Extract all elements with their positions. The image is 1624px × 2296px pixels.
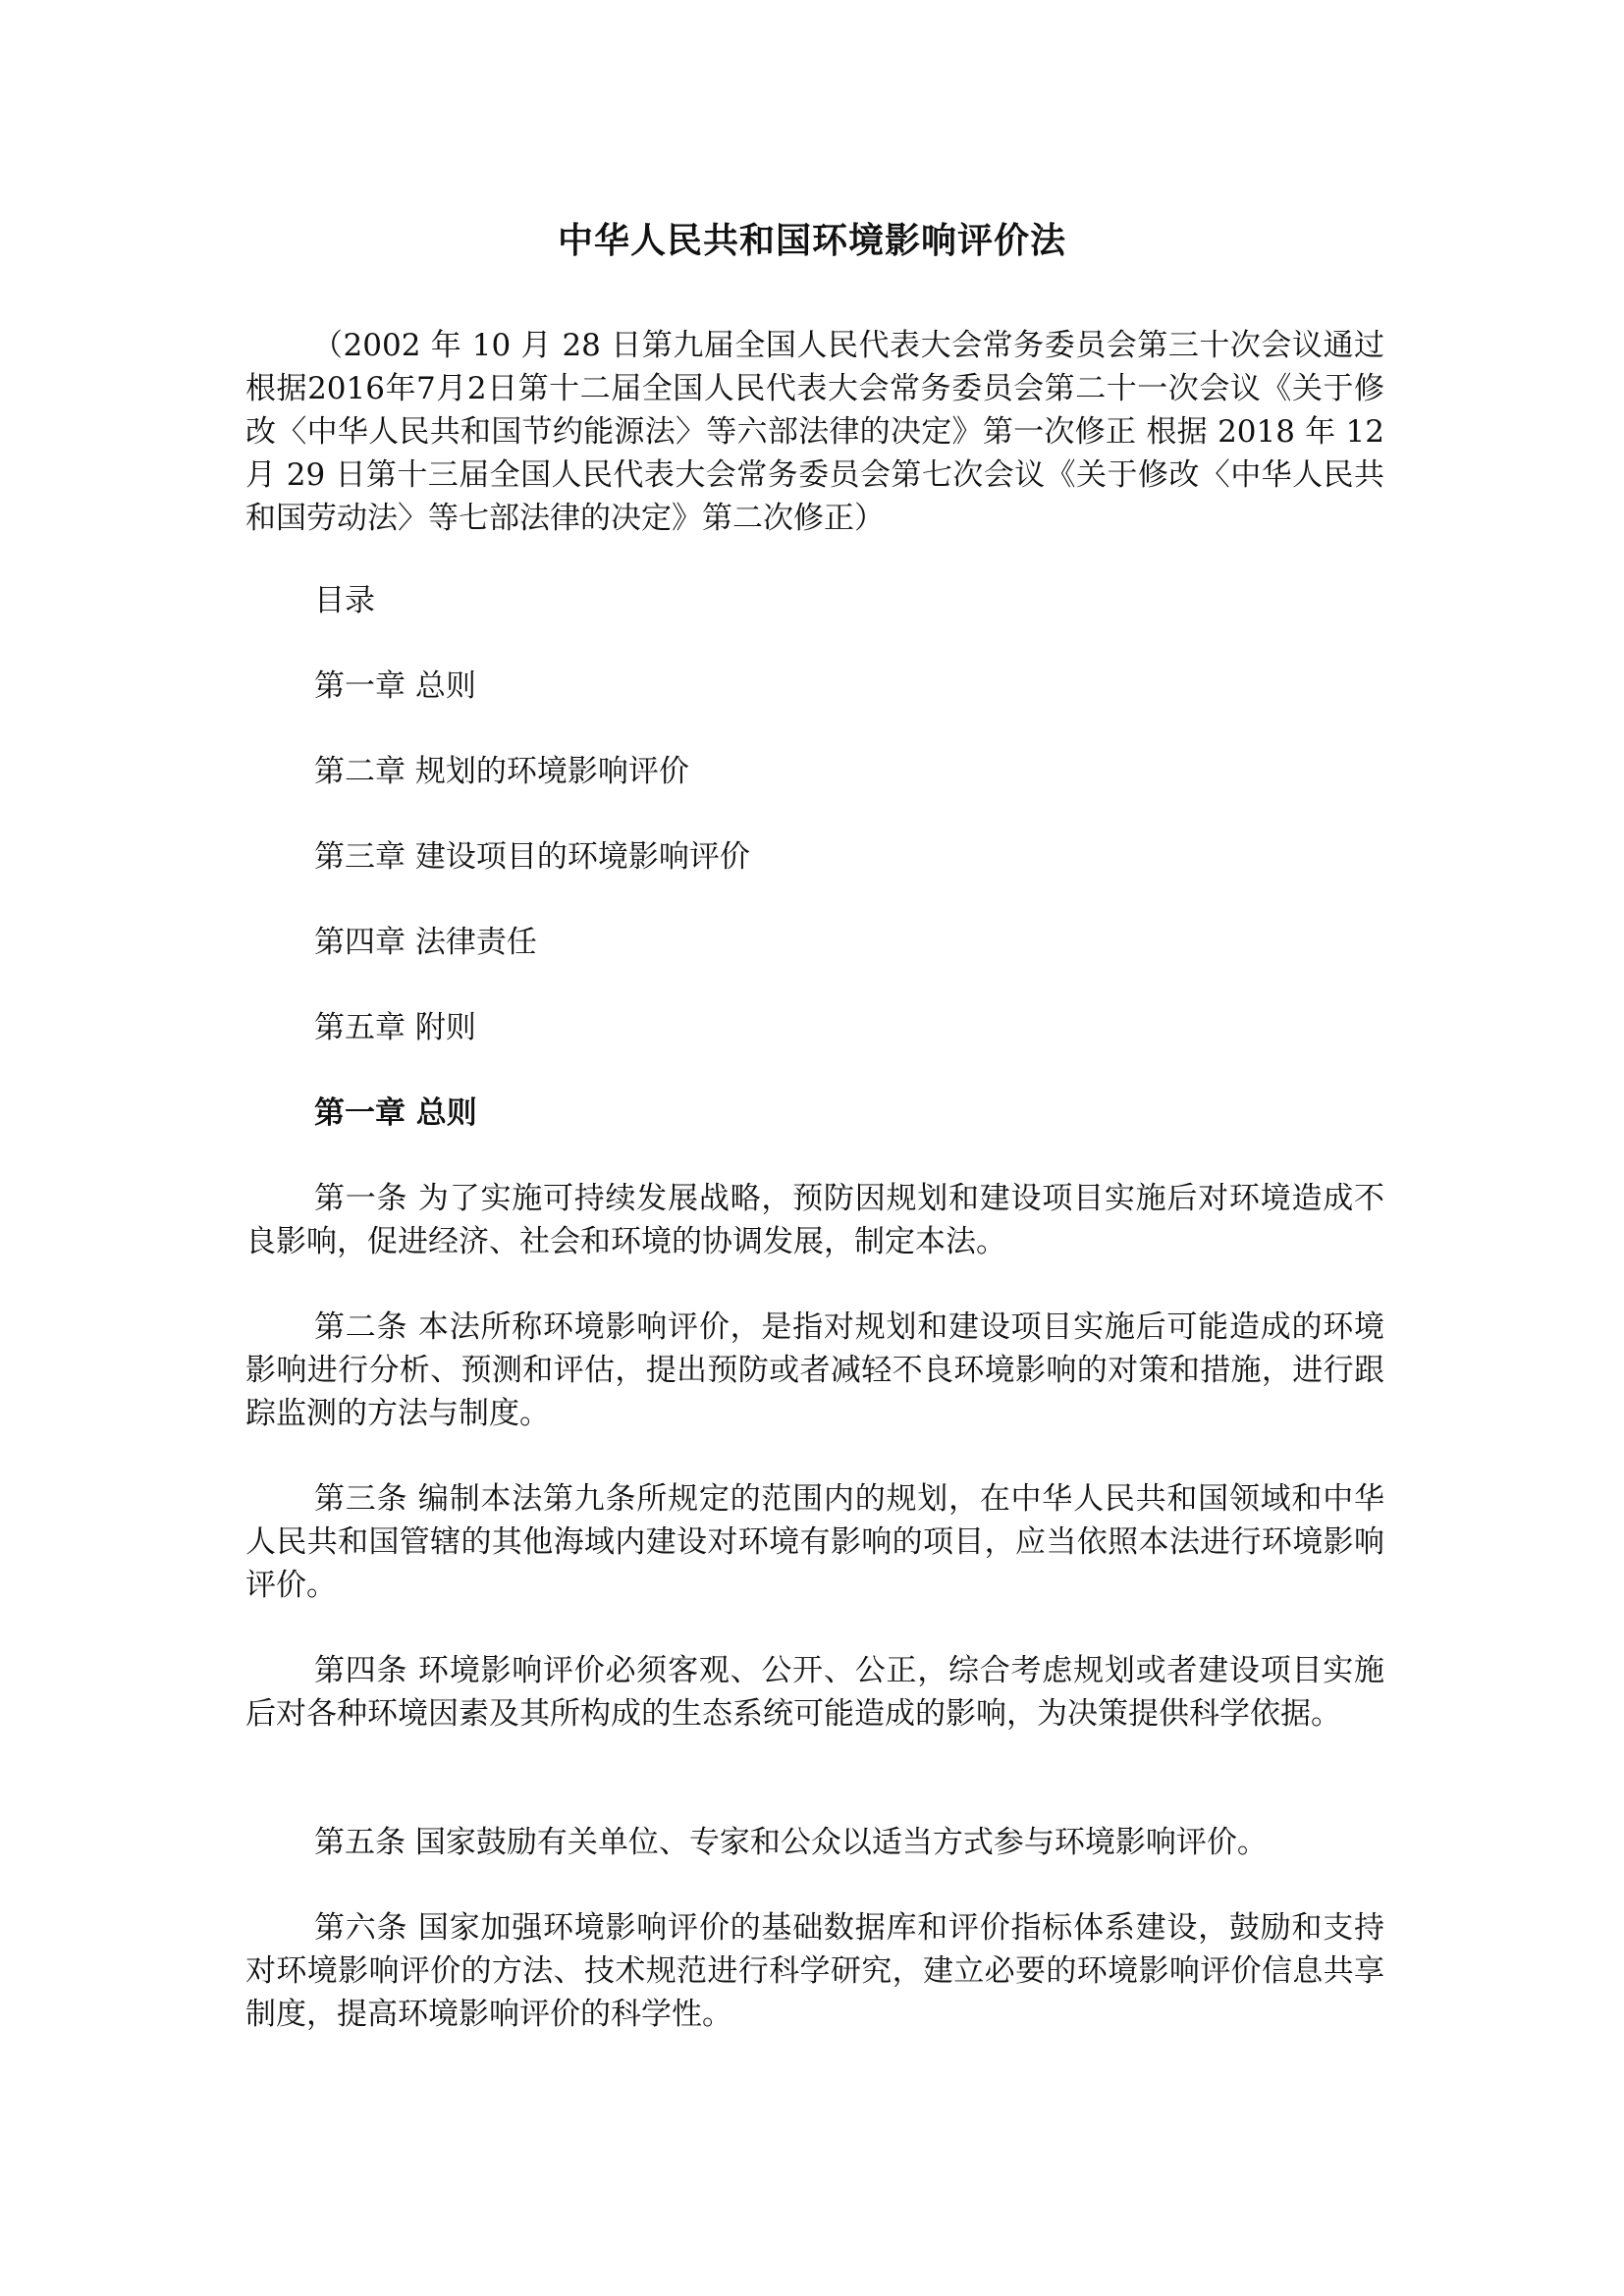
article-paragraph: 第六条 国家加强环境影响评价的基础数据库和评价指标体系建设，鼓励和支持对环境影响评价的方法、技术规范进行科学研究，建立必要的环境影响评价信息共享制度，提高环境影响评价的科学性。 [245, 1910, 1384, 2032]
article-paragraph: 第三条 编制本法第九条所规定的范围内的规划，在中华人民共和国领域和中华人民共和国管辖的其他海域内建设对环境有影响的项目，应当依照本法进行环境影响评价。 [245, 1481, 1384, 1603]
toc-item: 第一章 总则 [314, 668, 476, 704]
toc-item: 第四章 法律责任 [314, 925, 537, 960]
article-paragraph: 第五条 国家鼓励有关单位、专家和公众以适当方式参与环境影响评价。 [314, 1825, 1268, 1860]
article-paragraph: 第四条 环境影响评价必须客观、公开、公正，综合考虑规划或者建设项目实施后对各种环境因素及其所构成的生态系统可能造成的影响，为决策提供科学依据。 [245, 1653, 1384, 1732]
article-paragraph: 第一条 为了实施可持续发展战略，预防因规划和建设项目实施后对环境造成不良影响，促进经济、社会和环境的协调发展，制定本法。 [245, 1181, 1384, 1259]
document-title: 中华人民共和国环境影响评价法 [557, 220, 1066, 261]
toc-item: 第五章 附则 [314, 1010, 476, 1045]
article-paragraph: 第二条 本法所称环境影响评价，是指对规划和建设项目实施后可能造成的环境影响进行分析、预测和评估，提出预防或者减轻不良环境影响的对策和措施，进行跟踪监测的方法与制度。 [245, 1309, 1384, 1431]
chapter-heading: 第一章 总则 [314, 1095, 477, 1131]
toc-item: 第二章 规划的环境影响评价 [314, 754, 689, 789]
toc-item: 第三章 建设项目的环境影响评价 [314, 839, 750, 875]
toc-label: 目录 [314, 583, 375, 618]
amendment-note: （2002 年 10 月 28 日第九届全国人民代表大会常务委员会第三十次会议通过 根据2016年7月2日第十二届全国人民代表大会常务委员会第二十一次会议《关于修改〈中华人民共和国节约能源法〉等六部法律的决定》第一次修正 根据 2018 年 12 月 29 日第十三届全国人民代表大会常务委员会第七次会议《关于修改〈中华人民共和国劳动法〉等七部法律的决定》第二次修正） [245, 328, 1384, 536]
